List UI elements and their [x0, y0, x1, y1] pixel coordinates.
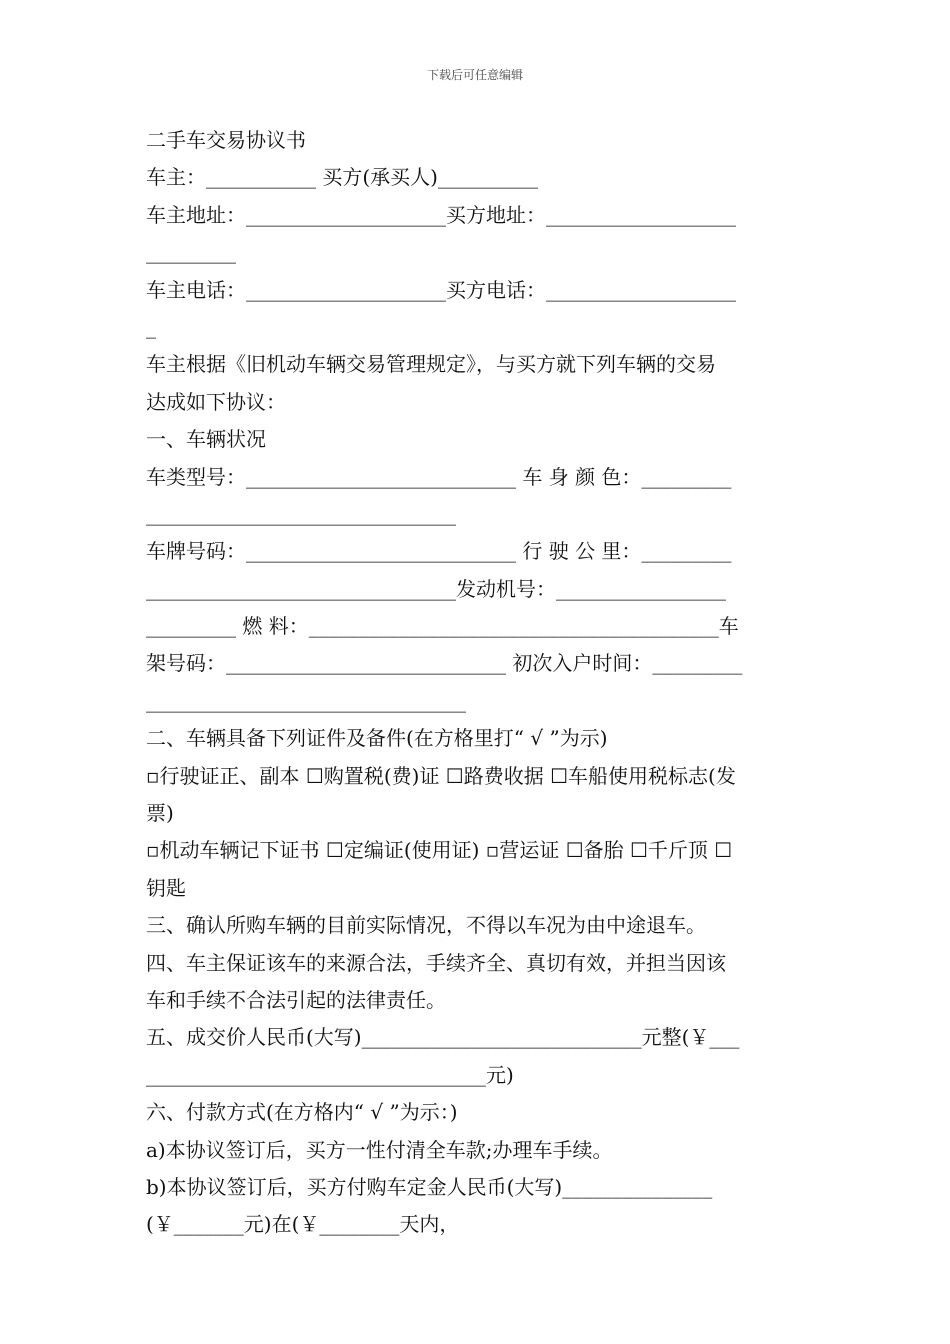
- section-6-heading: 六、付款方式(在方格内“ √ ”为示：): [146, 1100, 458, 1125]
- fuel-line: _________ 燃 料：_________________________________________车: [146, 614, 739, 639]
- section-5-price-cont: __________________________________元): [146, 1062, 514, 1087]
- vehicle-model-line-cont: _______________________________: [146, 501, 456, 526]
- phone-line: 车主电话：____________________买方电话：___________________: [146, 277, 736, 302]
- payment-option-b: b)本协议签订后，买方付购车定金人民币(大写)_______________: [146, 1174, 713, 1199]
- phone-line-cont: _: [146, 314, 156, 339]
- mileage-engine-line: _______________________________发动机号：_________________: [146, 576, 726, 601]
- address-line-cont: _________: [146, 240, 236, 265]
- owner-buyer-line: 车主：___________ 买方(承买人)__________: [146, 165, 538, 190]
- agreement-body: [146, 122, 808, 1244]
- section-5-price: 五、成交价人民币(大写)____________________________元整(￥___: [146, 1025, 740, 1050]
- payment-option-b-cont: (￥_______元)在(￥________天内，: [146, 1212, 460, 1237]
- documents-checklist-cont: 票): [146, 801, 174, 826]
- section-3: 三、确认所购车辆的目前实际情况，不得以车况为由中途退车。: [146, 913, 706, 938]
- vehicle-model-line: 车类型号：___________________________ 车 身 颜 色：_________: [146, 464, 732, 489]
- frame-number-line: 架号码：____________________________ 初次入户时间：_________: [146, 651, 743, 676]
- documents-checklist-2-cont: 钥匙: [146, 875, 186, 900]
- section-4-cont: 车和手续不合法引起的法律责任。: [146, 987, 446, 1012]
- document-title: 二手车交易协议书: [146, 128, 306, 152]
- section-1-heading: 一、车辆状况: [146, 427, 266, 452]
- section-2-heading: 二、车辆具备下列证件及备件(在方格里打“ √ ”为示): [146, 726, 608, 751]
- frame-number-line-cont: ________________________________: [146, 688, 466, 713]
- documents-checklist-2: ▫机动车辆记下证书 ☐定编证(使用证) ▫营运证 ☐备胎 ☐千斤顶 ☐: [146, 838, 733, 863]
- intro-paragraph-cont: 达成如下协议：: [146, 389, 286, 414]
- section-4: 四、车主保证该车的来源合法，手续齐全、真切有效，并担当因该: [146, 950, 726, 975]
- plate-line: 车牌号码：___________________________ 行 驶 公 里：_________: [146, 539, 732, 564]
- payment-option-a: a)本协议签订后，买方一性付清全车款;办理车手续。: [146, 1137, 613, 1162]
- address-line: 车主地址：____________________买方地址：___________________: [146, 202, 736, 227]
- intro-paragraph: 车主根据《旧机动车辆交易管理规定》，与买方就下列车辆的交易: [146, 352, 716, 377]
- page-header: 下载后可任意编辑: [426, 68, 523, 82]
- documents-checklist: ▫行驶证正、副本 ☐购置税(费)证 ☐路费收据 ☐车船使用税标志(发: [146, 763, 736, 788]
